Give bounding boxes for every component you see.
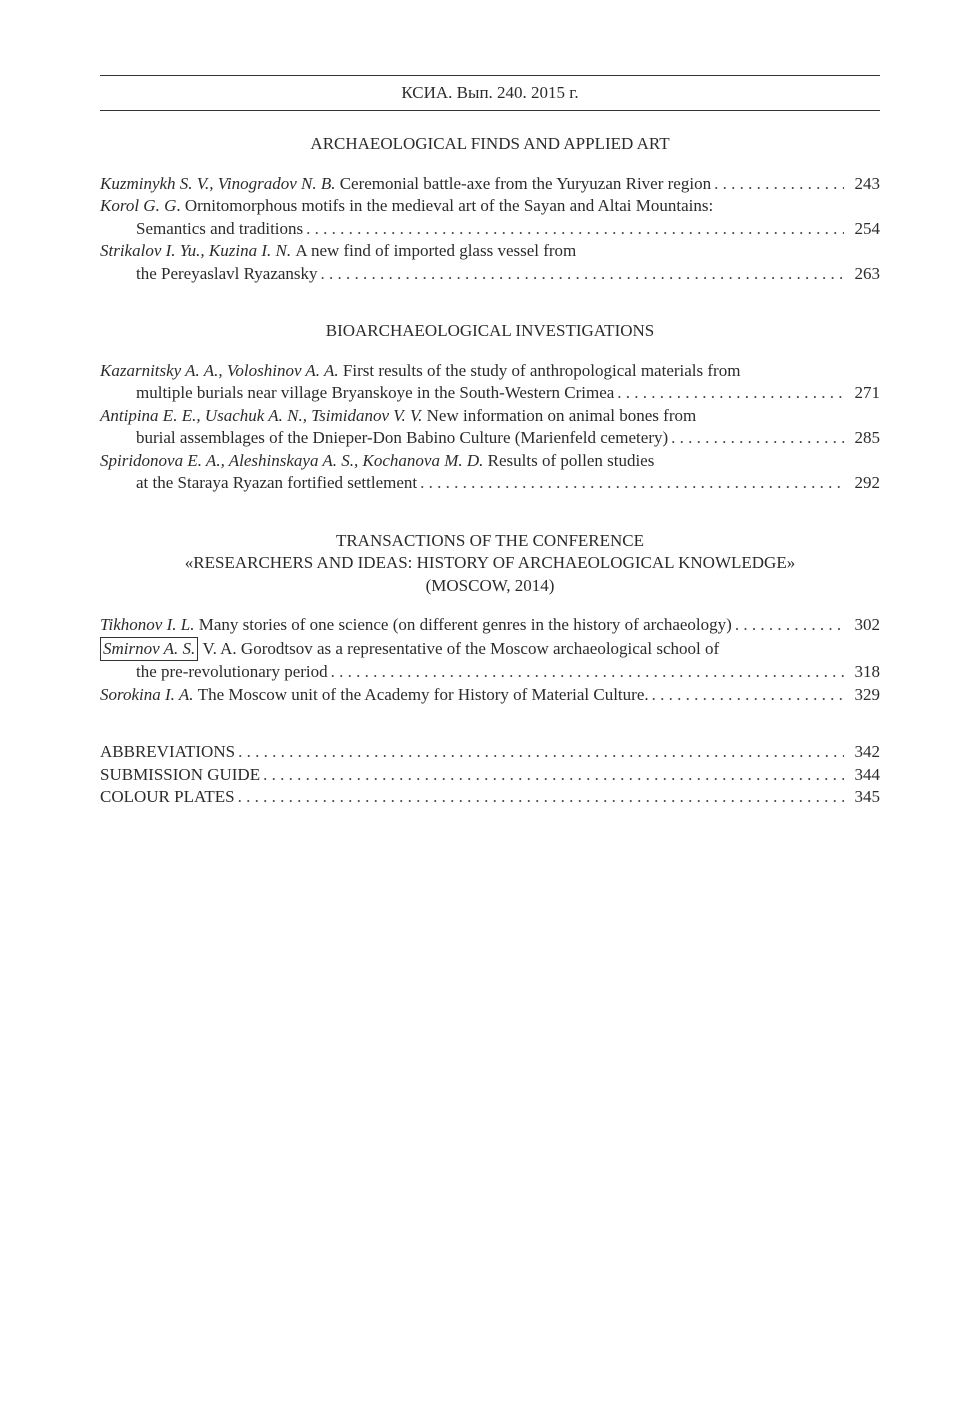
- entry-page: 254: [854, 218, 880, 238]
- backmatter-entry[interactable]: [100, 786, 880, 809]
- entry-page: 329: [854, 684, 880, 704]
- entry-page: 263: [854, 263, 880, 283]
- toc-entry[interactable]: [100, 684, 880, 707]
- toc-entry[interactable]: [100, 195, 880, 240]
- backmatter-label: COLOUR PLATES: [100, 787, 235, 806]
- entry-title: A new find of imported glass vessel from: [295, 241, 577, 260]
- backmatter-entry[interactable]: [100, 764, 880, 787]
- toc-entry[interactable]: [100, 614, 880, 637]
- section-entries: [100, 173, 880, 286]
- entry-page: 342: [854, 742, 880, 761]
- entry-author: Kazarnitsky A. A., Voloshinov A. A.: [100, 360, 339, 380]
- leader-dots: [238, 741, 844, 764]
- entry-title: First results of the study of anthropological materials from: [342, 360, 741, 380]
- entry-title: Many stories of one science (on different genres in the history of archaeology): [198, 615, 732, 634]
- running-header: [100, 75, 880, 111]
- entry-title: Ceremonial battle-axe from the Yuryuzan River region: [339, 173, 712, 193]
- section-title-line: «RESEARCHERS AND IDEAS: HISTORY OF ARCHAEOLOGICAL KNOWLEDGE»: [184, 553, 796, 572]
- entry-title-cont: at the Staraya Ryazan fortified settlement: [136, 473, 418, 492]
- entry-author: Antipina E. E., Usachuk A. N., Tsimidanov V. V.: [100, 405, 423, 425]
- section-title: BIOARCHAEOLOGICAL INVESTIGATIONS: [325, 321, 655, 340]
- entry-title-cont: multiple burials near village Bryanskoye in the South-Western Crimea: [136, 383, 615, 402]
- section-entries: [100, 360, 880, 495]
- entry-title: V. A. Gorodtsov as a representative of the Moscow archaeological school of: [202, 638, 720, 658]
- section-title: ARCHAEOLOGICAL FINDS AND APPLIED ART: [310, 134, 670, 153]
- entry-title: Results of pollen studies: [487, 450, 655, 470]
- entry-title: New information on animal bones from: [426, 405, 697, 425]
- toc-entry[interactable]: [100, 450, 880, 495]
- entry-page: 345: [854, 787, 880, 806]
- entry-author: Strikalov I. Yu., Kuzina I. N.: [100, 241, 292, 260]
- entry-author: Tikhonov I. L.: [100, 615, 195, 634]
- backmatter-entries: [100, 741, 880, 809]
- entry-page: 285: [854, 428, 880, 447]
- toc-page: [100, 0, 880, 809]
- backmatter-label: SUBMISSION GUIDE: [100, 764, 261, 784]
- section-title: [100, 530, 880, 598]
- toc-entry[interactable]: [100, 405, 880, 450]
- section-title-line: (MOSCOW, 2014): [425, 575, 555, 595]
- toc-entry[interactable]: [100, 173, 880, 196]
- leader-dots: [617, 382, 844, 405]
- journal-title: КСИА. Вып. 240. 2015 г.: [401, 83, 579, 102]
- leader-dots: [714, 173, 844, 196]
- entry-title-cont: the Pereyaslavl Ryazansky: [136, 263, 318, 283]
- entry-author: Sorokina I. A.: [100, 684, 194, 704]
- entry-page: 302: [854, 615, 880, 634]
- entry-author-memorial: Smirnov A. S.: [100, 637, 198, 662]
- entry-author: Kuzminykh S. V., Vinogradov N. B.: [100, 173, 336, 193]
- leader-dots: [735, 614, 844, 637]
- section-title-line: TRANSACTIONS OF THE CONFERENCE: [335, 530, 645, 550]
- entry-page: 318: [854, 662, 880, 681]
- section-entries: [100, 614, 880, 706]
- entry-title-cont: the pre-revolutionary period: [136, 662, 328, 681]
- entry-title: The Moscow unit of the Academy for History of Material Culture.: [197, 684, 649, 704]
- leader-dots: [306, 218, 844, 241]
- leader-dots: [238, 786, 844, 809]
- leader-dots: [671, 427, 844, 450]
- entry-title-cont: burial assemblages of the Dnieper-Don Babino Culture (Marienfeld cemetery): [136, 428, 669, 447]
- leader-dots: [420, 472, 844, 495]
- entry-title: . Ornitomorphous motifs in the medieval art of the Sayan and Altai Mountains:: [176, 196, 714, 215]
- leader-dots: [263, 764, 844, 787]
- leader-dots: [652, 684, 844, 707]
- entry-page: 271: [854, 383, 880, 402]
- entry-title-cont: Semantics and traditions: [136, 218, 304, 238]
- entry-author: Korol G. G: [100, 196, 177, 215]
- leader-dots: [321, 263, 844, 286]
- backmatter-entry[interactable]: [100, 741, 880, 764]
- leader-dots: [331, 661, 844, 684]
- backmatter-label: ABBREVIATIONS: [100, 742, 236, 761]
- entry-page: 292: [854, 473, 880, 492]
- toc-entry[interactable]: [100, 637, 880, 684]
- entry-page: 243: [854, 173, 880, 193]
- entry-author: Spiridonova E. A., Aleshinskaya A. S., Kochanova M. D.: [100, 450, 484, 470]
- entry-page: 344: [854, 764, 880, 784]
- toc-entry[interactable]: [100, 360, 880, 405]
- toc-entry[interactable]: [100, 240, 880, 285]
